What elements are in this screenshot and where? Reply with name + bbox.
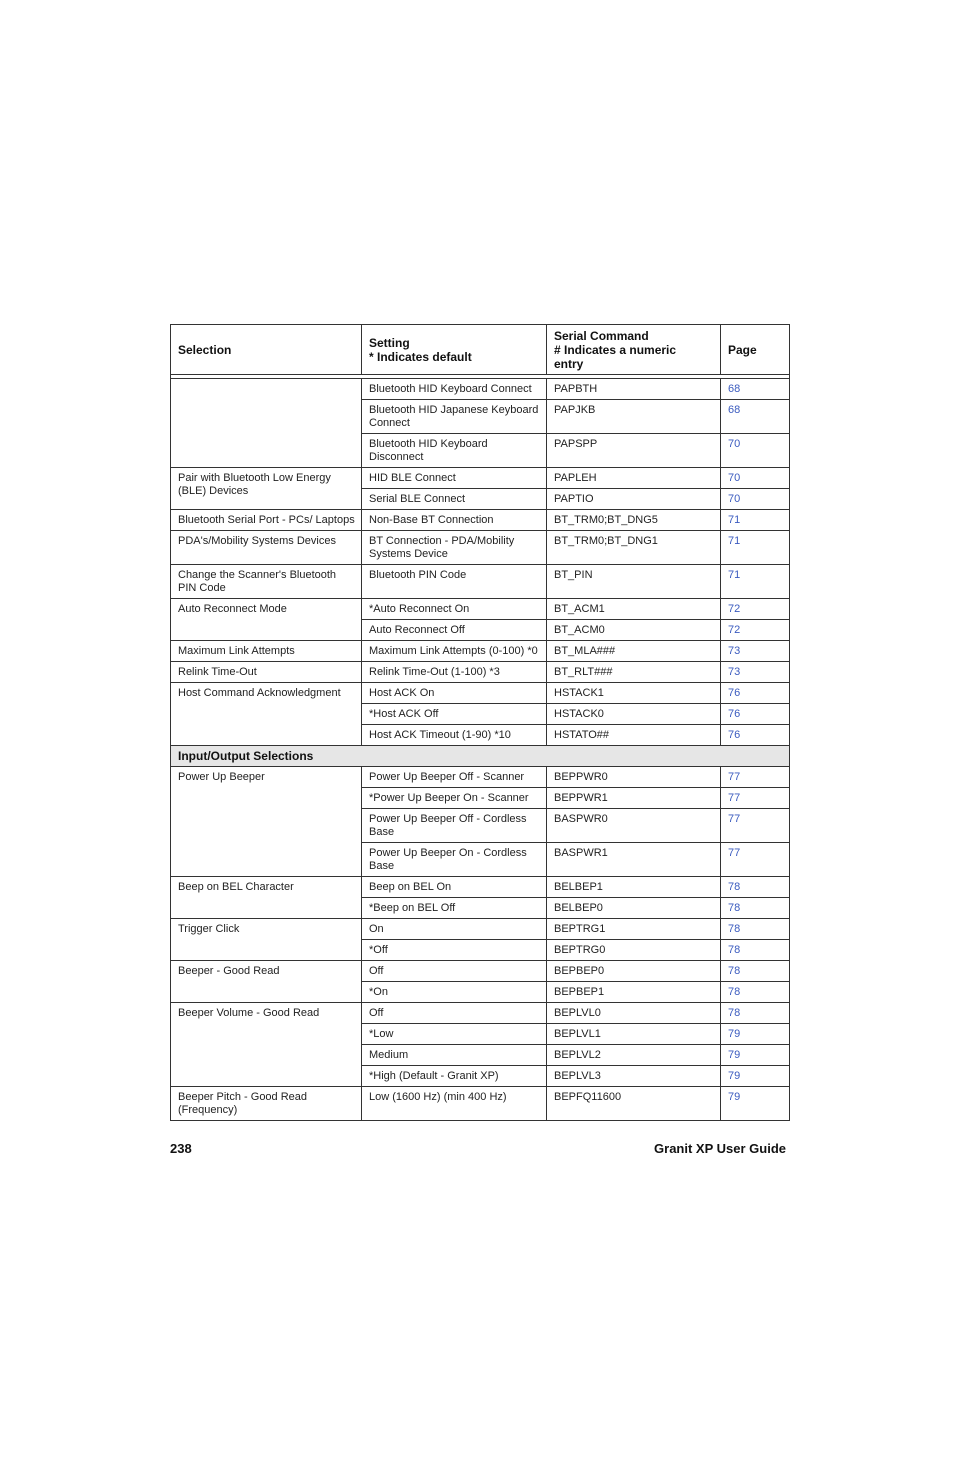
table-row bbox=[171, 961, 790, 982]
serial-command-cell: HSTACK0 bbox=[547, 704, 721, 725]
selection-cell: PDA's/Mobility Systems Devices bbox=[171, 531, 362, 565]
page-link[interactable]: 76 bbox=[728, 729, 741, 741]
selection-cell: Maximum Link Attempts bbox=[171, 641, 362, 662]
setting-cell: Off bbox=[362, 1003, 547, 1024]
selection-cell: Power Up Beeper bbox=[171, 767, 362, 877]
page-cell bbox=[721, 843, 790, 877]
serial-command-cell: PAPSPP bbox=[547, 434, 721, 468]
serial-command-cell: PAPJKB bbox=[547, 400, 721, 434]
page-cell bbox=[721, 767, 790, 788]
page-number: 238 bbox=[170, 1141, 192, 1156]
header-command-line1: Serial Command bbox=[554, 328, 649, 343]
serial-command-cell: HSTACK1 bbox=[547, 683, 721, 704]
page-cell bbox=[721, 434, 790, 468]
selection-cell: Beeper Pitch - Good Read (Frequency) bbox=[171, 1087, 362, 1121]
setting-cell: Relink Time-Out (1-100) *3 bbox=[362, 662, 547, 683]
setting-cell: *Off bbox=[362, 940, 547, 961]
page-cell bbox=[721, 620, 790, 641]
page-link[interactable]: 70 bbox=[728, 438, 741, 450]
page-cell bbox=[721, 809, 790, 843]
page-cell bbox=[721, 531, 790, 565]
page-cell bbox=[721, 898, 790, 919]
selection-cell: Beep on BEL Character bbox=[171, 877, 362, 919]
page-cell bbox=[721, 961, 790, 982]
page-link[interactable]: 79 bbox=[728, 1091, 741, 1103]
page-cell bbox=[721, 489, 790, 510]
setting-cell: Bluetooth HID Keyboard Connect bbox=[362, 379, 547, 400]
page-link[interactable]: 73 bbox=[728, 666, 741, 678]
page-cell bbox=[721, 982, 790, 1003]
setting-cell: HID BLE Connect bbox=[362, 468, 547, 489]
page-link[interactable]: 78 bbox=[728, 965, 741, 977]
table-row bbox=[171, 641, 790, 662]
selection-cell: Bluetooth Serial Port - PCs/ Laptops bbox=[171, 510, 362, 531]
setting-cell: *Low bbox=[362, 1024, 547, 1045]
setting-cell: Bluetooth PIN Code bbox=[362, 565, 547, 599]
table-row bbox=[171, 683, 790, 704]
setting-cell: Low (1600 Hz) (min 400 Hz) bbox=[362, 1087, 547, 1121]
selection-cell: Trigger Click bbox=[171, 919, 362, 961]
selection-cell: Pair with Bluetooth Low Energy (BLE) Devices bbox=[171, 468, 362, 510]
setting-cell: *Auto Reconnect On bbox=[362, 599, 547, 620]
page-cell bbox=[721, 725, 790, 746]
serial-command-cell: HSTATO## bbox=[547, 725, 721, 746]
page-link[interactable]: 79 bbox=[728, 1028, 741, 1040]
setting-cell: Power Up Beeper Off - Scanner bbox=[362, 767, 547, 788]
serial-command-cell: BT_ACM1 bbox=[547, 599, 721, 620]
setting-cell: *Power Up Beeper On - Scanner bbox=[362, 788, 547, 809]
page-cell bbox=[721, 877, 790, 898]
page-cell bbox=[721, 1003, 790, 1024]
table-header-row bbox=[171, 325, 790, 375]
section-row bbox=[171, 746, 790, 767]
page-link[interactable]: 72 bbox=[728, 603, 741, 615]
page-cell bbox=[721, 788, 790, 809]
setting-cell: Bluetooth HID Keyboard Disconnect bbox=[362, 434, 547, 468]
table-row bbox=[171, 1003, 790, 1024]
page-link[interactable]: 77 bbox=[728, 813, 741, 825]
page-cell bbox=[721, 683, 790, 704]
settings-table bbox=[170, 324, 790, 1121]
serial-command-cell: PAPBTH bbox=[547, 379, 721, 400]
page-cell bbox=[721, 510, 790, 531]
setting-cell: Host ACK Timeout (1-90) *10 bbox=[362, 725, 547, 746]
page-cell bbox=[721, 940, 790, 961]
serial-command-cell: BEPBEP1 bbox=[547, 982, 721, 1003]
setting-cell: Non-Base BT Connection bbox=[362, 510, 547, 531]
page-link[interactable]: 71 bbox=[728, 535, 741, 547]
serial-command-cell: BEPTRG0 bbox=[547, 940, 721, 961]
table-row bbox=[171, 1087, 790, 1121]
setting-cell: Auto Reconnect Off bbox=[362, 620, 547, 641]
header-setting bbox=[362, 325, 547, 375]
selection-cell: Change the Scanner's Bluetooth PIN Code bbox=[171, 565, 362, 599]
table-row bbox=[171, 379, 790, 400]
selection-cell: Beeper - Good Read bbox=[171, 961, 362, 1003]
serial-command-cell: BEPLVL1 bbox=[547, 1024, 721, 1045]
page-link[interactable]: 76 bbox=[728, 708, 741, 720]
page-cell bbox=[721, 662, 790, 683]
header-setting-line1: Setting bbox=[369, 335, 410, 350]
setting-cell: *High (Default - Granit XP) bbox=[362, 1066, 547, 1087]
page-link[interactable]: 78 bbox=[728, 1007, 741, 1019]
setting-cell: *Host ACK Off bbox=[362, 704, 547, 725]
selection-cell bbox=[171, 379, 362, 468]
page-link[interactable]: 73 bbox=[728, 645, 741, 657]
page-cell bbox=[721, 704, 790, 725]
header-command bbox=[547, 325, 721, 375]
serial-command-cell: BEPTRG1 bbox=[547, 919, 721, 940]
page-link[interactable]: 71 bbox=[728, 514, 741, 526]
page-link[interactable]: 78 bbox=[728, 944, 741, 956]
serial-command-cell: BEPPWR0 bbox=[547, 767, 721, 788]
serial-command-cell: BEPLVL3 bbox=[547, 1066, 721, 1087]
page-link[interactable]: 68 bbox=[728, 404, 741, 416]
serial-command-cell: BT_RLT### bbox=[547, 662, 721, 683]
page-cell bbox=[721, 400, 790, 434]
page-cell bbox=[721, 379, 790, 400]
serial-command-cell: BT_PIN bbox=[547, 565, 721, 599]
serial-command-cell: BASPWR0 bbox=[547, 809, 721, 843]
page-link[interactable]: 77 bbox=[728, 771, 741, 783]
setting-cell: *Beep on BEL Off bbox=[362, 898, 547, 919]
table-row bbox=[171, 767, 790, 788]
table-row bbox=[171, 877, 790, 898]
selection-cell: Host Command Acknowledgment bbox=[171, 683, 362, 746]
setting-cell: Off bbox=[362, 961, 547, 982]
header-command-line2: # Indicates a numeric bbox=[554, 342, 677, 357]
page-link[interactable]: 77 bbox=[728, 847, 741, 859]
serial-command-cell: BASPWR1 bbox=[547, 843, 721, 877]
page-cell bbox=[721, 468, 790, 489]
guide-title: Granit XP User Guide bbox=[654, 1141, 786, 1156]
table-row bbox=[171, 919, 790, 940]
serial-command-cell: BT_TRM0;BT_DNG1 bbox=[547, 531, 721, 565]
page-link[interactable]: 78 bbox=[728, 923, 741, 935]
setting-cell: Maximum Link Attempts (0-100) *0 bbox=[362, 641, 547, 662]
page-cell bbox=[721, 1087, 790, 1121]
setting-cell: BT Connection - PDA/Mobility Systems Device bbox=[362, 531, 547, 565]
serial-command-cell: BT_TRM0;BT_DNG5 bbox=[547, 510, 721, 531]
header-setting-line2: * Indicates default bbox=[369, 349, 472, 364]
selection-cell: Relink Time-Out bbox=[171, 662, 362, 683]
table-row bbox=[171, 662, 790, 683]
page-link[interactable]: 79 bbox=[728, 1049, 741, 1061]
page-link[interactable]: 78 bbox=[728, 902, 741, 914]
serial-command-cell: BT_ACM0 bbox=[547, 620, 721, 641]
table-row bbox=[171, 531, 790, 565]
serial-command-cell: PAPLEH bbox=[547, 468, 721, 489]
page-link[interactable]: 76 bbox=[728, 687, 741, 699]
setting-cell: Bluetooth HID Japanese Keyboard Connect bbox=[362, 400, 547, 434]
page-cell bbox=[721, 1024, 790, 1045]
table-row bbox=[171, 599, 790, 620]
header-command-line3: entry bbox=[554, 356, 584, 371]
serial-command-cell: BEPPWR1 bbox=[547, 788, 721, 809]
table-body bbox=[171, 375, 790, 1121]
page-cell bbox=[721, 1045, 790, 1066]
serial-command-cell: BEPLVL0 bbox=[547, 1003, 721, 1024]
header-selection: Selection bbox=[171, 325, 362, 375]
serial-command-cell: PAPTIO bbox=[547, 489, 721, 510]
page-link[interactable]: 78 bbox=[728, 986, 741, 998]
serial-command-cell: BEPBEP0 bbox=[547, 961, 721, 982]
page-link[interactable]: 71 bbox=[728, 569, 741, 581]
page-cell bbox=[721, 919, 790, 940]
page-cell bbox=[721, 1066, 790, 1087]
serial-command-cell: BELBEP0 bbox=[547, 898, 721, 919]
table-row bbox=[171, 565, 790, 599]
header-page: Page bbox=[721, 325, 790, 375]
page-link[interactable]: 70 bbox=[728, 472, 741, 484]
page-link[interactable]: 78 bbox=[728, 881, 741, 893]
section-title: Input/Output Selections bbox=[171, 746, 790, 767]
setting-cell: *On bbox=[362, 982, 547, 1003]
setting-cell: Serial BLE Connect bbox=[362, 489, 547, 510]
page-link[interactable]: 70 bbox=[728, 493, 741, 505]
page-cell bbox=[721, 599, 790, 620]
page-cell bbox=[721, 641, 790, 662]
setting-cell: Beep on BEL On bbox=[362, 877, 547, 898]
table-row bbox=[171, 510, 790, 531]
selection-cell: Auto Reconnect Mode bbox=[171, 599, 362, 641]
setting-cell: Medium bbox=[362, 1045, 547, 1066]
page-link[interactable]: 79 bbox=[728, 1070, 741, 1082]
selection-cell: Beeper Volume - Good Read bbox=[171, 1003, 362, 1087]
serial-command-cell: BEPFQ11600 bbox=[547, 1087, 721, 1121]
page-link[interactable]: 72 bbox=[728, 624, 741, 636]
setting-cell: Power Up Beeper On - Cordless Base bbox=[362, 843, 547, 877]
page-link[interactable]: 77 bbox=[728, 792, 741, 804]
serial-command-cell: BEPLVL2 bbox=[547, 1045, 721, 1066]
setting-cell: On bbox=[362, 919, 547, 940]
serial-command-cell: BELBEP1 bbox=[547, 877, 721, 898]
page-cell bbox=[721, 565, 790, 599]
setting-cell: Power Up Beeper Off - Cordless Base bbox=[362, 809, 547, 843]
table-row bbox=[171, 468, 790, 489]
serial-command-cell: BT_MLA### bbox=[547, 641, 721, 662]
page-link[interactable]: 68 bbox=[728, 383, 741, 395]
setting-cell: Host ACK On bbox=[362, 683, 547, 704]
